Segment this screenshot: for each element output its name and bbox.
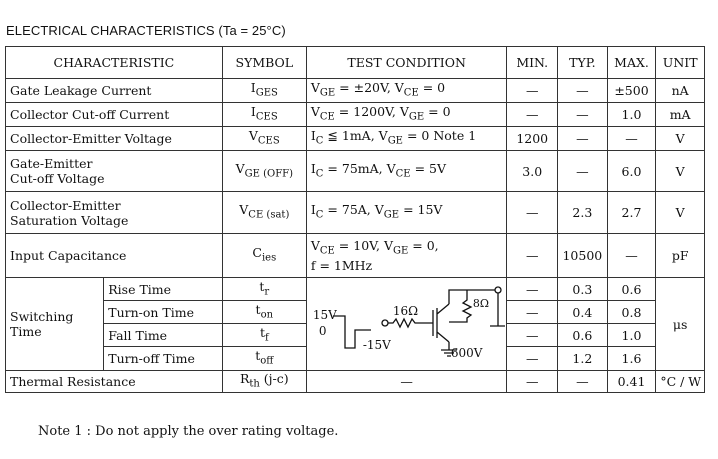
characteristic-cell: Gate-Emitter Cut-off Voltage bbox=[6, 151, 223, 192]
header-max: MAX. bbox=[607, 47, 656, 79]
min-cell: — bbox=[507, 347, 558, 371]
min-cell: — bbox=[507, 234, 558, 278]
unit-cell: °C / W bbox=[656, 371, 705, 393]
table-row bbox=[6, 151, 705, 192]
unit-cell: V bbox=[656, 127, 705, 151]
min-cell: — bbox=[507, 371, 558, 393]
max-cell: 0.8 bbox=[607, 301, 656, 324]
typ-cell: 0.6 bbox=[558, 324, 608, 347]
unit-cell: nA bbox=[656, 79, 705, 103]
pulse-low-label: -15V bbox=[362, 338, 391, 352]
load-resistor bbox=[449, 290, 471, 322]
condition-cell: $I_C = 75mA$, $V_{CE} = 5V$ bbox=[306, 151, 507, 192]
header-characteristic: CHARACTERISTIC bbox=[6, 47, 223, 79]
condition-cell: — bbox=[306, 371, 507, 393]
symbol-cell: $t_r$ bbox=[222, 278, 306, 301]
supply-voltage-label: 600V bbox=[450, 346, 483, 360]
electrical-characteristics-table bbox=[5, 46, 705, 393]
max-cell: 1.0 bbox=[607, 103, 656, 127]
typ-cell: — bbox=[558, 103, 608, 127]
switching-item-name: Fall Time bbox=[104, 324, 223, 347]
switching-item-name: Turn-on Time bbox=[104, 301, 223, 324]
typ-cell: — bbox=[558, 127, 608, 151]
symbol-cell: $t_{off}$ bbox=[222, 347, 306, 371]
header-unit: UNIT bbox=[656, 47, 705, 79]
max-cell: 0.6 bbox=[607, 278, 656, 301]
min-cell: — bbox=[507, 192, 558, 234]
supply-terminal bbox=[495, 287, 501, 293]
max-cell: 6.0 bbox=[607, 151, 656, 192]
min-cell: — bbox=[507, 301, 558, 324]
typ-cell: — bbox=[558, 371, 608, 393]
symbol-cell: $V_{CE (sat)}$ bbox=[222, 192, 306, 234]
load-resistor-label: 8Ω bbox=[472, 297, 489, 310]
header-row bbox=[6, 47, 705, 79]
symbol-cell: $V_{CES}$ bbox=[222, 127, 306, 151]
max-cell: — bbox=[607, 234, 656, 278]
typ-cell: 2.3 bbox=[558, 192, 608, 234]
max-cell: ±500 bbox=[607, 79, 656, 103]
characteristic-cell: Collector-Emitter Voltage bbox=[6, 127, 223, 151]
characteristic-cell: Gate Leakage Current bbox=[6, 79, 223, 103]
table-row bbox=[6, 192, 705, 234]
characteristic-cell: Collector-Emitter Saturation Voltage bbox=[6, 192, 223, 234]
typ-cell: 0.3 bbox=[558, 278, 608, 301]
unit-cell: V bbox=[656, 151, 705, 192]
condition-cell: $V_{CE} = 1200V$, $V_{GE} = 0$ bbox=[306, 103, 507, 127]
characteristic-cell: Collector Cut-off Current bbox=[6, 103, 223, 127]
typ-cell: 10500 bbox=[558, 234, 608, 278]
max-cell: 2.7 bbox=[607, 192, 656, 234]
switching-test-circuit bbox=[306, 278, 507, 371]
min-cell: — bbox=[507, 79, 558, 103]
condition-cell: $I_C$ ≦ 1mA, $V_{GE} = 0$ Note 1 bbox=[306, 127, 507, 151]
max-cell: 0.41 bbox=[607, 371, 656, 393]
min-cell: — bbox=[507, 324, 558, 347]
max-cell: 1.6 bbox=[607, 347, 656, 371]
unit-cell: pF bbox=[656, 234, 705, 278]
input-terminal bbox=[382, 320, 388, 326]
table-row bbox=[6, 371, 705, 393]
unit-cell: V bbox=[656, 192, 705, 234]
symbol-cell: $R_{th}$ (j-c) bbox=[222, 371, 306, 393]
symbol-cell: $t_f$ bbox=[222, 324, 306, 347]
typ-cell: 1.2 bbox=[558, 347, 608, 371]
max-cell: — bbox=[607, 127, 656, 151]
characteristic-cell: Input Capacitance bbox=[6, 234, 223, 278]
min-cell: 3.0 bbox=[507, 151, 558, 192]
min-cell: 1200 bbox=[507, 127, 558, 151]
symbol-cell: $V_{GE (OFF)}$ bbox=[222, 151, 306, 192]
condition-cell: $I_C = 75A$, $V_{GE} = 15V$ bbox=[306, 192, 507, 234]
min-cell: — bbox=[507, 103, 558, 127]
switching-item-name: Turn-off Time bbox=[104, 347, 223, 371]
max-cell: 1.0 bbox=[607, 324, 656, 347]
typ-cell: — bbox=[558, 151, 608, 192]
header-test-condition: TEST CONDITION bbox=[306, 47, 507, 79]
gate-resistor bbox=[388, 319, 429, 327]
table-row bbox=[6, 103, 705, 127]
pulse-high-label: 15V bbox=[312, 308, 337, 322]
table-row bbox=[6, 127, 705, 151]
typ-cell: — bbox=[558, 79, 608, 103]
characteristic-cell: Thermal Resistance bbox=[6, 371, 223, 393]
table-title: ELECTRICAL CHARACTERISTICS (Ta = 25°C) bbox=[6, 23, 286, 38]
symbol-cell: $I_{CES}$ bbox=[222, 103, 306, 127]
symbol-cell: $I_{GES}$ bbox=[222, 79, 306, 103]
switching-unit-cell: μs bbox=[656, 278, 705, 371]
symbol-cell: $C_{ies}$ bbox=[222, 234, 306, 278]
pulse-zero-label: 0 bbox=[318, 324, 327, 338]
table-row bbox=[6, 278, 705, 301]
igbt-symbol bbox=[429, 304, 449, 342]
switching-item-name: Rise Time bbox=[104, 278, 223, 301]
header-min: MIN. bbox=[507, 47, 558, 79]
symbol-cell: $t_{on}$ bbox=[222, 301, 306, 324]
gate-resistor-label: 16Ω bbox=[392, 304, 419, 318]
condition-cell: $V_{CE} = 10V$, $V_{GE} = 0$, f = 1MHz bbox=[306, 234, 507, 278]
table-row bbox=[6, 234, 705, 278]
switching-group-label: Switching Time bbox=[6, 278, 104, 371]
condition-cell: $V_{GE} = \pm 20V$, $V_{CE} = 0$ bbox=[306, 79, 507, 103]
min-cell: — bbox=[507, 278, 558, 301]
footnote: Note 1 : Do not apply the over rating voltage. bbox=[38, 424, 339, 439]
table-row bbox=[6, 79, 705, 103]
header-symbol: SYMBOL bbox=[222, 47, 306, 79]
typ-cell: 0.4 bbox=[558, 301, 608, 324]
unit-cell: mA bbox=[656, 103, 705, 127]
header-typ: TYP. bbox=[558, 47, 608, 79]
